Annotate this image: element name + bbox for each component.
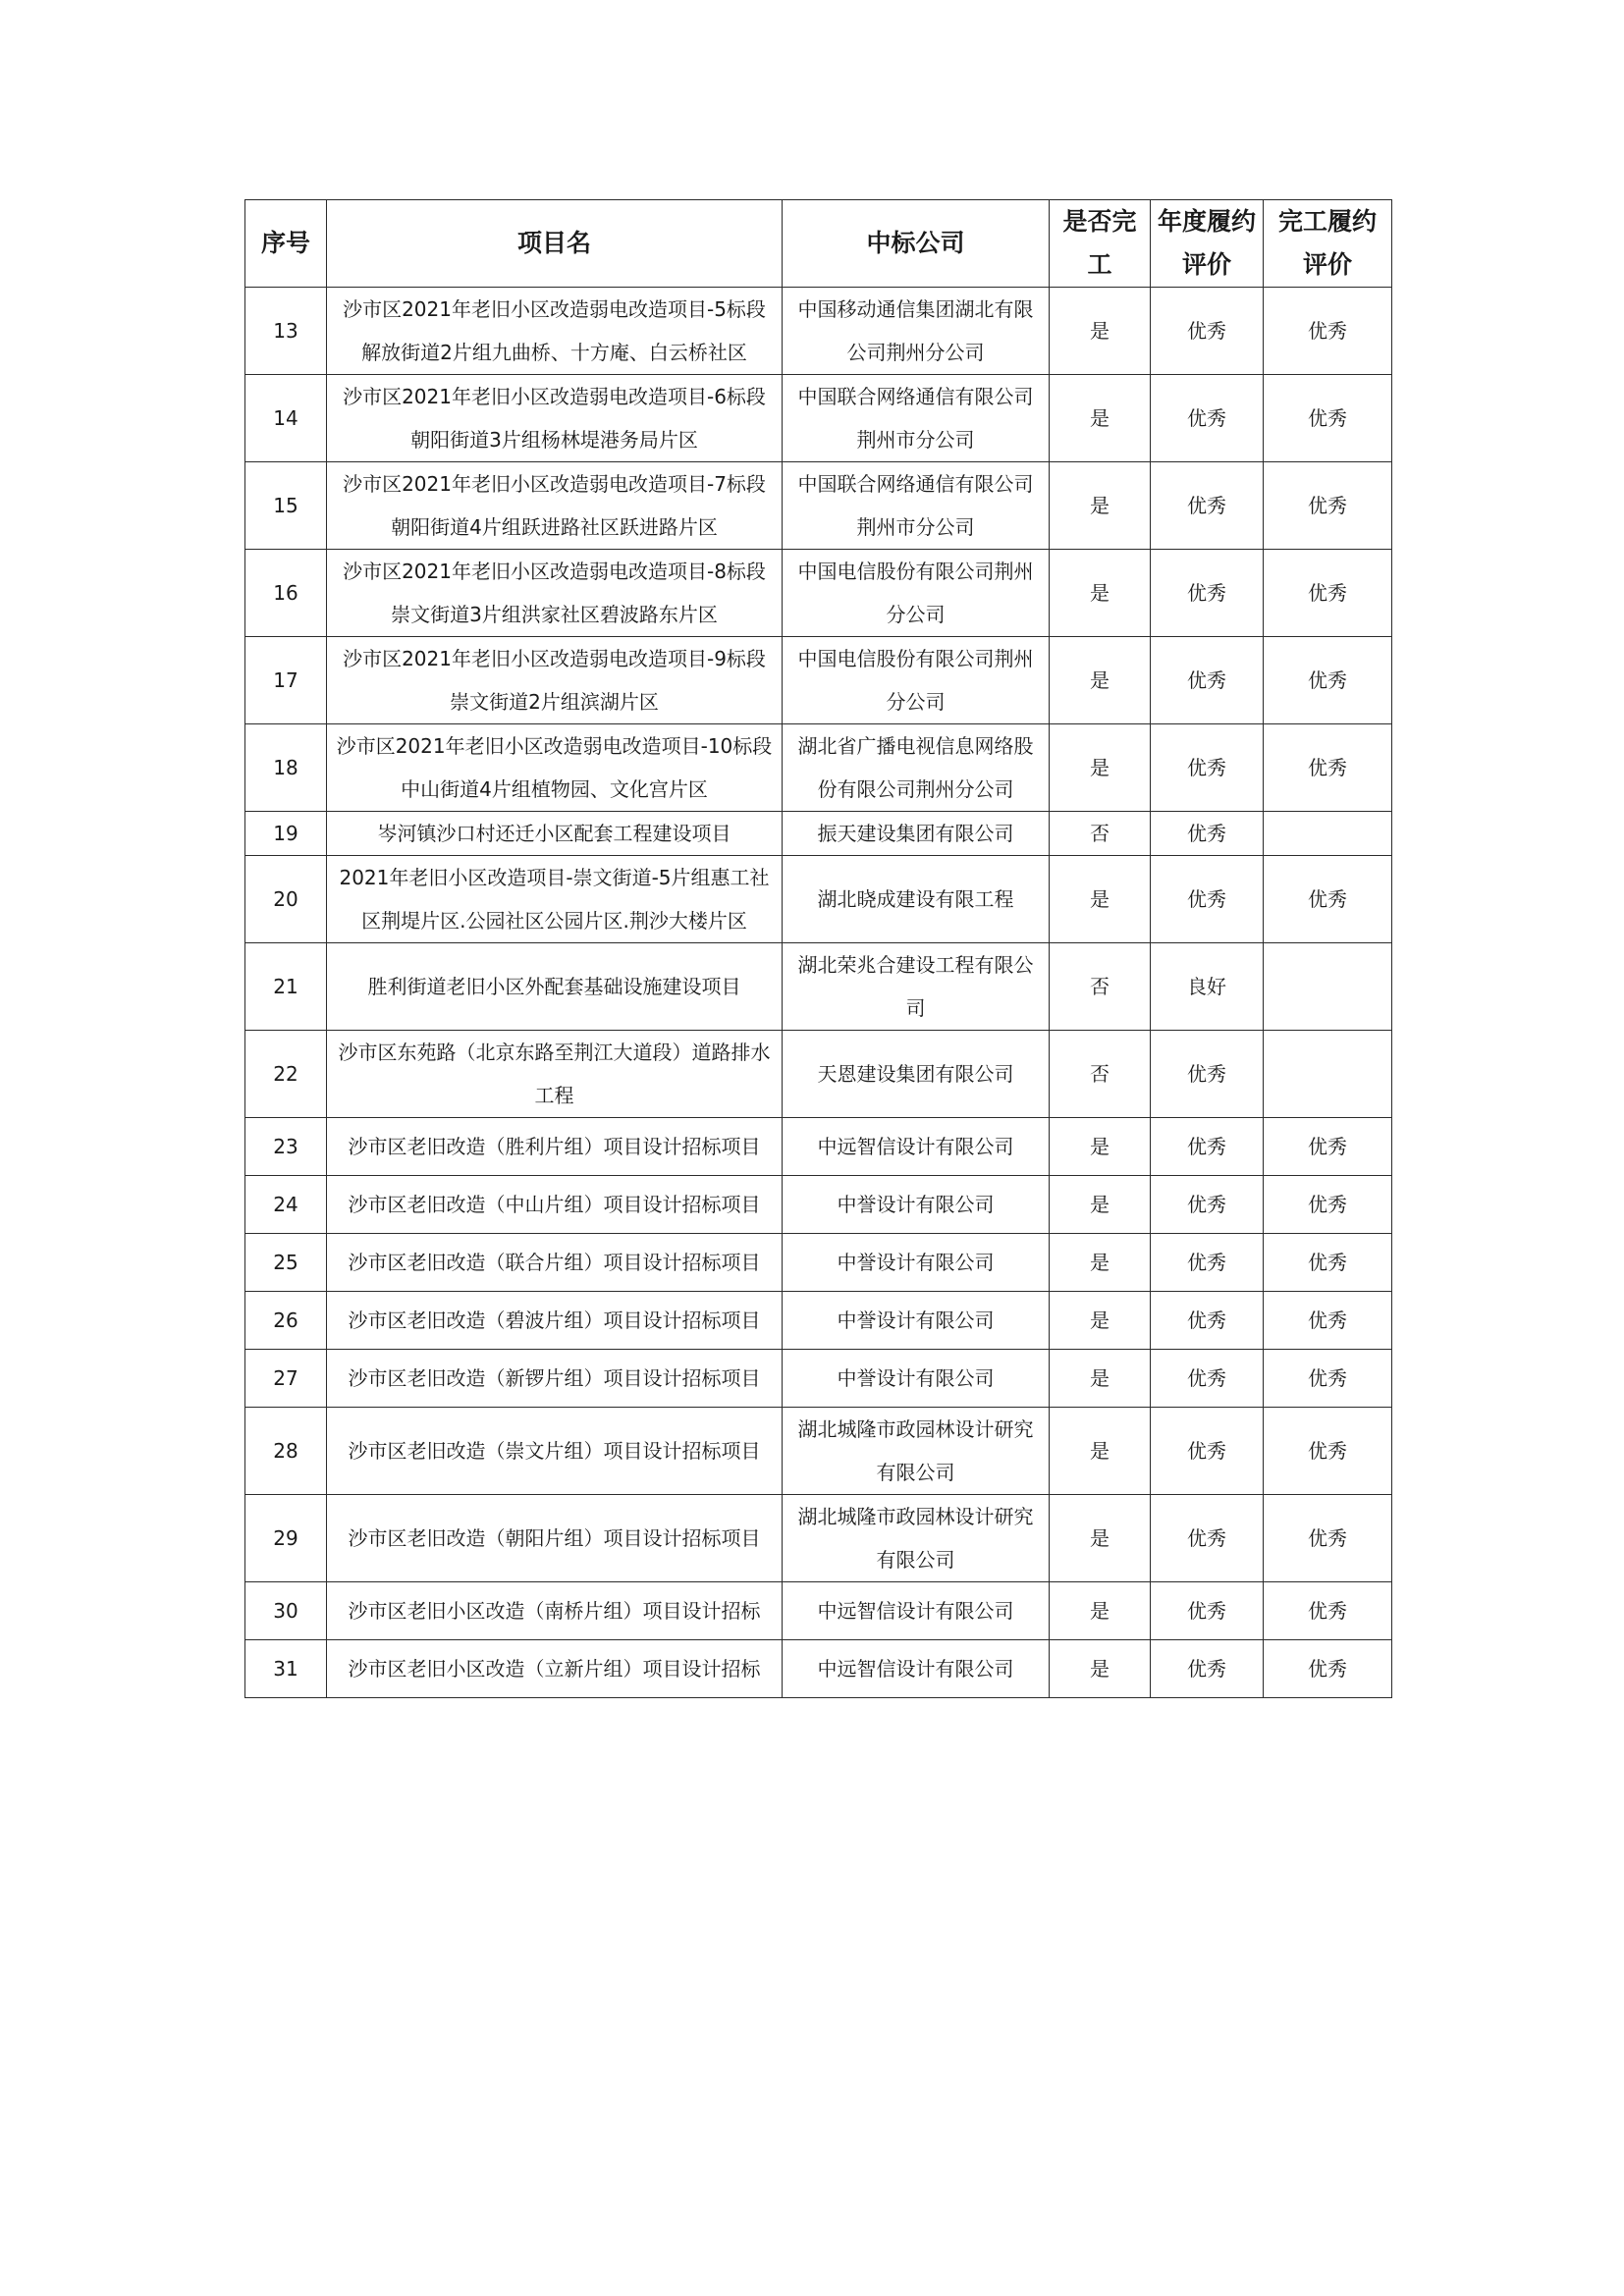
cell-project-name-text: 沙市区2021年老旧小区改造弱电改造项目-5标段解放街道2片组九曲桥、十方庵、白云桥社区	[343, 297, 766, 364]
table-row	[245, 1350, 1392, 1408]
header-completed: 是否完工	[1050, 200, 1151, 288]
cell-annual-evaluation-text: 优秀	[1187, 319, 1226, 343]
cell-annual-evaluation	[1151, 1640, 1264, 1698]
cell-completed-text: 是	[1090, 406, 1110, 430]
cell-num-text: 18	[273, 756, 298, 779]
cell-completed-text: 是	[1090, 1657, 1110, 1681]
cell-project-name-text: 沙市区老旧改造（碧波片组）项目设计招标项目	[348, 1308, 761, 1332]
table-row	[245, 943, 1392, 1031]
cell-num-text: 31	[273, 1657, 298, 1681]
cell-num	[245, 1408, 327, 1495]
cell-project-name-text: 岑河镇沙口村还迁小区配套工程建设项目	[377, 822, 731, 845]
cell-completed	[1050, 375, 1151, 462]
cell-project-name	[327, 1234, 783, 1292]
cell-completed-text: 否	[1090, 822, 1110, 845]
cell-completion-evaluation-text: 优秀	[1308, 1657, 1347, 1681]
cell-completed-text: 是	[1090, 1135, 1110, 1158]
cell-completion-evaluation-text: 优秀	[1308, 1308, 1347, 1332]
cell-completed-text: 否	[1090, 1062, 1110, 1086]
cell-project-name-text: 沙市区2021年老旧小区改造弱电改造项目-9标段崇文街道2片组滨湖片区	[343, 647, 766, 714]
cell-project-name	[327, 1176, 783, 1234]
cell-completion-evaluation-text: 优秀	[1308, 494, 1347, 517]
cell-company	[783, 943, 1050, 1031]
cell-project-name-text: 沙市区2021年老旧小区改造弱电改造项目-8标段崇文街道3片组洪家社区碧波路东片区	[343, 560, 766, 626]
cell-num	[245, 812, 327, 856]
cell-completed-text: 是	[1090, 1526, 1110, 1550]
cell-annual-evaluation-text: 优秀	[1187, 822, 1226, 845]
cell-annual-evaluation-text: 优秀	[1187, 1657, 1226, 1681]
cell-completed-text: 是	[1090, 1193, 1110, 1216]
cell-company	[783, 1350, 1050, 1408]
cell-project-name	[327, 1292, 783, 1350]
contract-evaluation-table	[244, 199, 1392, 1698]
cell-annual-evaluation	[1151, 637, 1264, 724]
cell-completed	[1050, 1176, 1151, 1234]
cell-project-name-text: 沙市区老旧改造（联合片组）项目设计招标项目	[348, 1251, 761, 1274]
cell-company	[783, 1582, 1050, 1640]
cell-completed-text: 是	[1090, 756, 1110, 779]
table-row	[245, 1582, 1392, 1640]
cell-project-name	[327, 1640, 783, 1698]
cell-project-name-text: 沙市区2021年老旧小区改造弱电改造项目-7标段朝阳街道4片组跃进路社区跃进路片区	[343, 472, 766, 539]
cell-completion-evaluation	[1264, 375, 1392, 462]
cell-annual-evaluation-text: 良好	[1187, 975, 1226, 998]
cell-num	[245, 1350, 327, 1408]
cell-company-text: 中誉设计有限公司	[837, 1308, 995, 1332]
cell-project-name	[327, 812, 783, 856]
cell-project-name	[327, 1350, 783, 1408]
cell-project-name	[327, 1495, 783, 1582]
cell-completed	[1050, 637, 1151, 724]
cell-num	[245, 724, 327, 812]
cell-completed	[1050, 1408, 1151, 1495]
cell-project-name	[327, 637, 783, 724]
cell-project-name	[327, 1582, 783, 1640]
cell-company	[783, 1118, 1050, 1176]
cell-annual-evaluation-text: 优秀	[1187, 887, 1226, 911]
cell-num-text: 25	[273, 1251, 298, 1274]
cell-completed-text: 是	[1090, 319, 1110, 343]
table-row	[245, 812, 1392, 856]
cell-num	[245, 856, 327, 943]
cell-company-text: 湖北晓成建设有限工程	[817, 887, 1014, 911]
cell-completion-evaluation-text: 优秀	[1308, 319, 1347, 343]
cell-completed-text: 是	[1090, 1366, 1110, 1390]
cell-annual-evaluation	[1151, 1031, 1264, 1118]
cell-num-text: 19	[273, 822, 298, 845]
cell-project-name	[327, 375, 783, 462]
cell-company	[783, 1408, 1050, 1495]
cell-completed	[1050, 1292, 1151, 1350]
cell-completed	[1050, 1640, 1151, 1698]
cell-company	[783, 462, 1050, 550]
cell-completed	[1050, 943, 1151, 1031]
cell-company-text: 中远智信设计有限公司	[817, 1135, 1014, 1158]
cell-completion-evaluation	[1264, 1031, 1392, 1118]
cell-num	[245, 943, 327, 1031]
cell-num-text: 16	[273, 581, 298, 605]
table-row	[245, 1118, 1392, 1176]
cell-company-text: 湖北城隆市政园林设计研究有限公司	[797, 1505, 1034, 1572]
cell-num	[245, 1582, 327, 1640]
cell-company-text: 中国移动通信集团湖北有限公司荆州分公司	[797, 297, 1034, 364]
cell-annual-evaluation	[1151, 1118, 1264, 1176]
table-row	[245, 375, 1392, 462]
header-company: 中标公司	[783, 200, 1050, 288]
cell-annual-evaluation	[1151, 1292, 1264, 1350]
cell-project-name-text: 沙市区老旧改造（胜利片组）项目设计招标项目	[348, 1135, 761, 1158]
cell-completed	[1050, 288, 1151, 375]
cell-project-name-text: 沙市区老旧改造（崇文片组）项目设计招标项目	[348, 1439, 761, 1463]
cell-completed	[1050, 1118, 1151, 1176]
cell-num-text: 15	[273, 494, 298, 517]
cell-annual-evaluation-text: 优秀	[1187, 494, 1226, 517]
cell-project-name	[327, 1408, 783, 1495]
cell-completed	[1050, 812, 1151, 856]
cell-company	[783, 1495, 1050, 1582]
cell-completed-text: 是	[1090, 887, 1110, 911]
cell-completion-evaluation-text: 优秀	[1308, 1366, 1347, 1390]
cell-annual-evaluation	[1151, 724, 1264, 812]
cell-completion-evaluation	[1264, 1640, 1392, 1698]
cell-annual-evaluation	[1151, 1408, 1264, 1495]
cell-completion-evaluation-text: 优秀	[1308, 756, 1347, 779]
cell-completed-text: 是	[1090, 494, 1110, 517]
cell-completion-evaluation-text: 优秀	[1308, 1251, 1347, 1274]
cell-num	[245, 1234, 327, 1292]
cell-company	[783, 375, 1050, 462]
cell-completed-text: 是	[1090, 1251, 1110, 1274]
cell-num-text: 26	[273, 1308, 298, 1332]
table-row	[245, 1495, 1392, 1582]
table-row	[245, 856, 1392, 943]
cell-project-name	[327, 462, 783, 550]
cell-annual-evaluation	[1151, 812, 1264, 856]
cell-project-name	[327, 1031, 783, 1118]
cell-company-text: 中誉设计有限公司	[837, 1366, 995, 1390]
cell-annual-evaluation-text: 优秀	[1187, 1366, 1226, 1390]
cell-completed-text: 是	[1090, 1308, 1110, 1332]
cell-completion-evaluation	[1264, 856, 1392, 943]
cell-annual-evaluation-text: 优秀	[1187, 1193, 1226, 1216]
cell-company	[783, 1234, 1050, 1292]
cell-completed	[1050, 1234, 1151, 1292]
cell-company-text: 中誉设计有限公司	[837, 1251, 995, 1274]
table-row	[245, 1292, 1392, 1350]
cell-num-text: 29	[273, 1526, 298, 1550]
cell-project-name-text: 沙市区2021年老旧小区改造弱电改造项目-6标段朝阳街道3片组杨林堤港务局片区	[343, 385, 766, 452]
cell-company	[783, 637, 1050, 724]
cell-company-text: 中远智信设计有限公司	[817, 1599, 1014, 1623]
cell-project-name-text: 胜利街道老旧小区外配套基础设施建设项目	[367, 975, 741, 998]
cell-num	[245, 1118, 327, 1176]
cell-completed	[1050, 724, 1151, 812]
table-row	[245, 637, 1392, 724]
cell-annual-evaluation-text: 优秀	[1187, 756, 1226, 779]
cell-completed-text: 是	[1090, 1599, 1110, 1623]
cell-completed	[1050, 1031, 1151, 1118]
cell-completion-evaluation	[1264, 724, 1392, 812]
header-project-name: 项目名	[327, 200, 783, 288]
cell-num-text: 28	[273, 1439, 298, 1463]
cell-completed	[1050, 462, 1151, 550]
cell-completion-evaluation	[1264, 462, 1392, 550]
table-body	[245, 288, 1392, 1698]
cell-num-text: 13	[273, 319, 298, 343]
cell-company	[783, 1292, 1050, 1350]
cell-company-text: 中国联合网络通信有限公司荆州市分公司	[797, 385, 1034, 452]
cell-completed-text: 否	[1090, 975, 1110, 998]
table-row	[245, 462, 1392, 550]
cell-annual-evaluation	[1151, 1582, 1264, 1640]
table-row	[245, 1031, 1392, 1118]
cell-completion-evaluation	[1264, 288, 1392, 375]
cell-completion-evaluation-text: 优秀	[1308, 581, 1347, 605]
cell-project-name-text: 沙市区东苑路（北京东路至荆江大道段）道路排水工程	[338, 1041, 771, 1107]
cell-annual-evaluation-text: 优秀	[1187, 406, 1226, 430]
cell-completed-text: 是	[1090, 581, 1110, 605]
cell-num-text: 24	[273, 1193, 298, 1216]
cell-annual-evaluation-text: 优秀	[1187, 1599, 1226, 1623]
cell-annual-evaluation-text: 优秀	[1187, 1251, 1226, 1274]
cell-annual-evaluation	[1151, 856, 1264, 943]
cell-company	[783, 1031, 1050, 1118]
cell-project-name-text: 2021年老旧小区改造项目-崇文街道-5片组惠工社区荆堤片区.公园社区公园片区.荆沙大楼片区	[339, 866, 770, 933]
cell-annual-evaluation	[1151, 375, 1264, 462]
cell-project-name-text: 沙市区2021年老旧小区改造弱电改造项目-10标段中山街道4片组植物园、文化宫片区	[336, 734, 773, 801]
cell-completion-evaluation-text: 优秀	[1308, 887, 1347, 911]
cell-completion-evaluation-text: 优秀	[1308, 668, 1347, 692]
header-annual-evaluation: 年度履约评价	[1151, 200, 1264, 288]
cell-completion-evaluation	[1264, 1176, 1392, 1234]
cell-completion-evaluation-text: 优秀	[1308, 1526, 1347, 1550]
table-row	[245, 1408, 1392, 1495]
cell-completion-evaluation	[1264, 1408, 1392, 1495]
cell-num	[245, 288, 327, 375]
cell-company	[783, 1176, 1050, 1234]
cell-company-text: 湖北省广播电视信息网络股份有限公司荆州分公司	[797, 734, 1034, 801]
cell-project-name-text: 沙市区老旧改造（中山片组）项目设计招标项目	[348, 1193, 761, 1216]
cell-completion-evaluation-text: 优秀	[1308, 1439, 1347, 1463]
cell-company-text: 振天建设集团有限公司	[817, 822, 1014, 845]
table-row	[245, 1234, 1392, 1292]
cell-company-text: 中国电信股份有限公司荆州分公司	[797, 647, 1034, 714]
cell-completion-evaluation	[1264, 1495, 1392, 1582]
cell-completion-evaluation-text: 优秀	[1308, 406, 1347, 430]
cell-num	[245, 1176, 327, 1234]
cell-completion-evaluation	[1264, 1582, 1392, 1640]
cell-completed	[1050, 1350, 1151, 1408]
cell-num-text: 27	[273, 1366, 298, 1390]
cell-completed	[1050, 1495, 1151, 1582]
cell-project-name-text: 沙市区老旧小区改造（南桥片组）项目设计招标	[348, 1599, 761, 1623]
cell-completion-evaluation	[1264, 1350, 1392, 1408]
cell-company	[783, 856, 1050, 943]
cell-num-text: 21	[273, 975, 298, 998]
cell-completed	[1050, 550, 1151, 637]
table-row	[245, 1640, 1392, 1698]
cell-completion-evaluation	[1264, 637, 1392, 724]
cell-completion-evaluation-text: 优秀	[1308, 1599, 1347, 1623]
cell-completed-text: 是	[1090, 1439, 1110, 1463]
cell-company-text: 中誉设计有限公司	[837, 1193, 995, 1216]
cell-company	[783, 724, 1050, 812]
cell-completion-evaluation	[1264, 1292, 1392, 1350]
cell-completed	[1050, 1582, 1151, 1640]
cell-num	[245, 462, 327, 550]
cell-completion-evaluation	[1264, 1118, 1392, 1176]
header-row	[245, 200, 1392, 288]
cell-completion-evaluation	[1264, 550, 1392, 637]
cell-annual-evaluation	[1151, 943, 1264, 1031]
cell-num	[245, 1495, 327, 1582]
cell-annual-evaluation	[1151, 1176, 1264, 1234]
cell-annual-evaluation	[1151, 288, 1264, 375]
cell-completed-text: 是	[1090, 668, 1110, 692]
cell-num-text: 20	[273, 887, 298, 911]
cell-project-name	[327, 550, 783, 637]
cell-annual-evaluation-text: 优秀	[1187, 1308, 1226, 1332]
table-row	[245, 288, 1392, 375]
cell-num	[245, 1031, 327, 1118]
cell-project-name	[327, 856, 783, 943]
cell-completed	[1050, 856, 1151, 943]
cell-num-text: 22	[273, 1062, 298, 1086]
cell-annual-evaluation-text: 优秀	[1187, 1135, 1226, 1158]
cell-company-text: 中远智信设计有限公司	[817, 1657, 1014, 1681]
table-row	[245, 550, 1392, 637]
cell-project-name	[327, 288, 783, 375]
table-row	[245, 724, 1392, 812]
cell-annual-evaluation	[1151, 462, 1264, 550]
cell-project-name	[327, 943, 783, 1031]
header-completion-evaluation: 完工履约评价	[1264, 200, 1392, 288]
cell-project-name-text: 沙市区老旧改造（新锣片组）项目设计招标项目	[348, 1366, 761, 1390]
cell-annual-evaluation-text: 优秀	[1187, 1526, 1226, 1550]
cell-num	[245, 375, 327, 462]
cell-company	[783, 1640, 1050, 1698]
cell-company-text: 湖北荣兆合建设工程有限公司	[797, 953, 1034, 1020]
cell-num-text: 17	[273, 668, 298, 692]
header-num: 序号	[245, 200, 327, 288]
cell-annual-evaluation-text: 优秀	[1187, 1439, 1226, 1463]
cell-project-name	[327, 1118, 783, 1176]
cell-company-text: 湖北城隆市政园林设计研究有限公司	[797, 1417, 1034, 1484]
cell-annual-evaluation	[1151, 1495, 1264, 1582]
cell-company	[783, 550, 1050, 637]
cell-num-text: 30	[273, 1599, 298, 1623]
cell-num	[245, 637, 327, 724]
table-header	[245, 200, 1392, 288]
cell-num-text: 14	[273, 406, 298, 430]
cell-company-text: 中国电信股份有限公司荆州分公司	[797, 560, 1034, 626]
cell-completion-evaluation-text: 优秀	[1308, 1135, 1347, 1158]
cell-num	[245, 550, 327, 637]
cell-num	[245, 1640, 327, 1698]
cell-annual-evaluation	[1151, 1234, 1264, 1292]
cell-company-text: 天恩建设集团有限公司	[817, 1062, 1014, 1086]
cell-company	[783, 288, 1050, 375]
cell-annual-evaluation-text: 优秀	[1187, 581, 1226, 605]
cell-annual-evaluation	[1151, 1350, 1264, 1408]
cell-completion-evaluation	[1264, 943, 1392, 1031]
cell-company-text: 中国联合网络通信有限公司荆州市分公司	[797, 472, 1034, 539]
cell-completion-evaluation-text: 优秀	[1308, 1193, 1347, 1216]
cell-company	[783, 812, 1050, 856]
cell-annual-evaluation-text: 优秀	[1187, 668, 1226, 692]
cell-annual-evaluation	[1151, 550, 1264, 637]
cell-project-name	[327, 724, 783, 812]
cell-annual-evaluation-text: 优秀	[1187, 1062, 1226, 1086]
cell-project-name-text: 沙市区老旧改造（朝阳片组）项目设计招标项目	[348, 1526, 761, 1550]
cell-num	[245, 1292, 327, 1350]
cell-completion-evaluation	[1264, 812, 1392, 856]
cell-num-text: 23	[273, 1135, 298, 1158]
cell-completion-evaluation	[1264, 1234, 1392, 1292]
cell-project-name-text: 沙市区老旧小区改造（立新片组）项目设计招标	[348, 1657, 761, 1681]
table-row	[245, 1176, 1392, 1234]
